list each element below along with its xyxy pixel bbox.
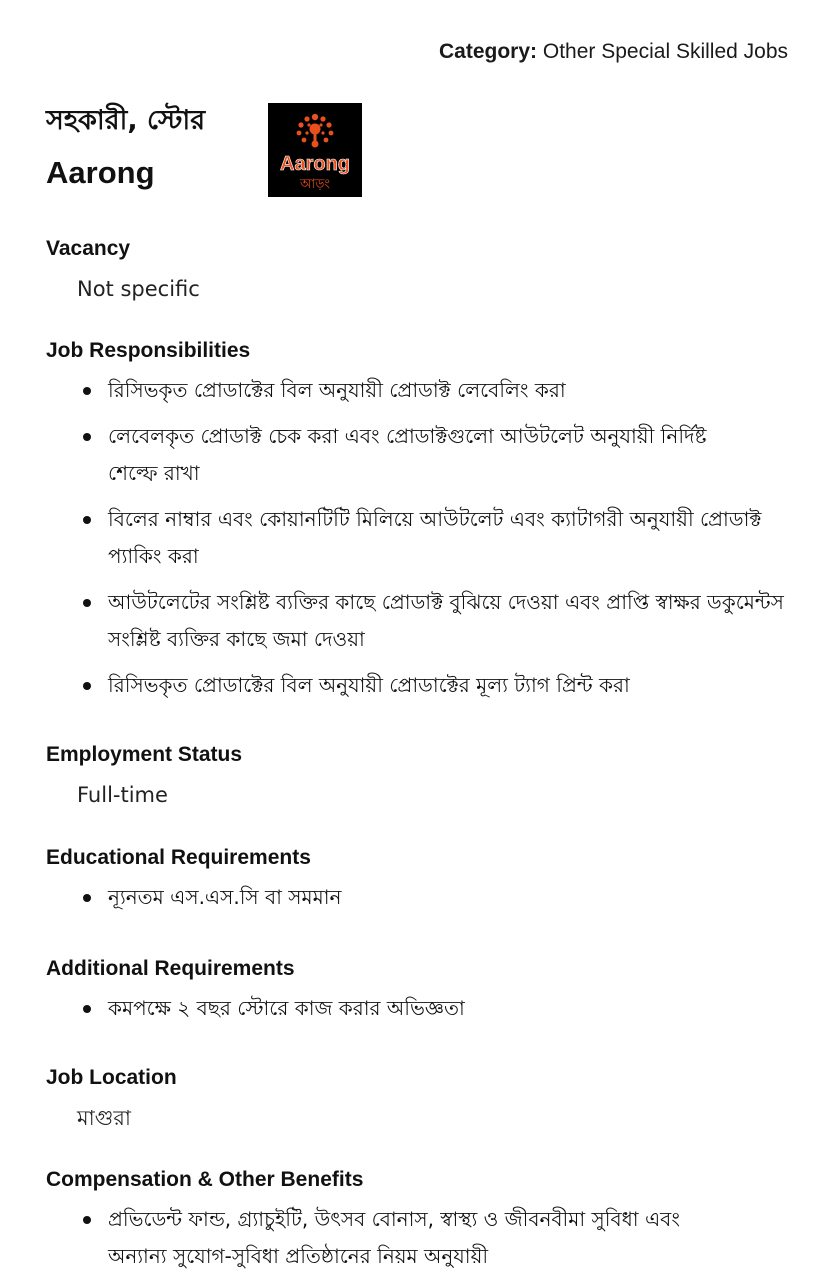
responsibilities-heading: Job Responsibilities	[46, 339, 251, 362]
location-heading: Job Location	[46, 1066, 177, 1089]
list-item: রিসিভকৃত প্রোডাক্টের বিল অনুযায়ী প্রোডাক্টের মূল্য ট্যাগ প্রিন্ট করা	[46, 667, 794, 704]
list-item: রিসিভকৃত প্রোডাক্টের বিল অনুযায়ী প্রোডাক্ট লেবেলিং করা	[46, 372, 794, 409]
compensation-heading: Compensation & Other Benefits	[46, 1168, 364, 1191]
vacancy-section	[46, 236, 794, 302]
company-name: Aarong	[46, 155, 155, 190]
vacancy-heading: Vacancy	[46, 237, 131, 260]
logo-subtext: আড়ং	[299, 177, 331, 192]
job-title: সহকারী, স্টোর	[46, 105, 206, 136]
employment-status-section	[46, 742, 794, 808]
additional-section	[46, 956, 794, 1036]
list-item: বিলের নাম্বার এবং কোয়ানটিটি মিলিয়ে আউটলেট এবং ক্যাটাগরী অনুযায়ী প্রোডাক্ট প্যাকিং করা	[46, 501, 794, 575]
list-item: লেবেলকৃত প্রোডাক্ট চেক করা এবং প্রোডাক্টগুলো আউটলেট অনুযায়ী নির্দিষ্ট শেল্ফে রাখা	[46, 418, 794, 492]
list-item: প্রভিডেন্ট ফান্ড, গ্র্যাচুইটি, উৎসব বোনাস, স্বাস্থ্য ও জীবনবীমা সুবিধা এবং অন্যান্য সুযোগ-সুবিধা প্রতিষ্ঠানের নিয়ম অনুযায়ী	[46, 1201, 794, 1275]
list-item: আউটলেটের সংশ্লিষ্ট ব্যক্তির কাছে প্রোডাক্ট বুঝিয়ে দেওয়া এবং প্রাপ্তি স্বাক্ষর ডকুমেন্টস সংশ্লিষ্ট ব্যক্তির কাছে জমা দেওয়া	[46, 584, 794, 658]
job-category	[439, 40, 788, 64]
category-label: Category:	[439, 40, 538, 63]
logo-text: Aarong	[280, 153, 350, 175]
list-item: ন্যূনতম এস.এস.সি বা সমমান	[46, 879, 794, 916]
vacancy-value: Not specific	[77, 277, 200, 301]
compensation-section	[46, 1167, 794, 1284]
list-item: কমপক্ষে ২ বছর স্টোরে কাজ করার অভিজ্ঞতা	[46, 990, 794, 1027]
responsibilities-section	[46, 338, 794, 713]
compensation-list	[46, 1201, 794, 1275]
education-heading: Educational Requirements	[46, 846, 311, 869]
additional-heading: Additional Requirements	[46, 957, 295, 980]
employment-status-heading: Employment Status	[46, 743, 243, 766]
responsibilities-list	[46, 372, 794, 704]
location-section	[46, 1065, 794, 1131]
aarong-logo-icon	[268, 103, 362, 197]
additional-list	[46, 990, 794, 1027]
company-logo	[268, 103, 362, 197]
education-section	[46, 845, 794, 925]
employment-status-value: Full-time	[77, 783, 168, 807]
location-value: মাগুরা	[77, 1106, 132, 1130]
education-list	[46, 879, 794, 916]
category-value: Other Special Skilled Jobs	[542, 40, 788, 63]
